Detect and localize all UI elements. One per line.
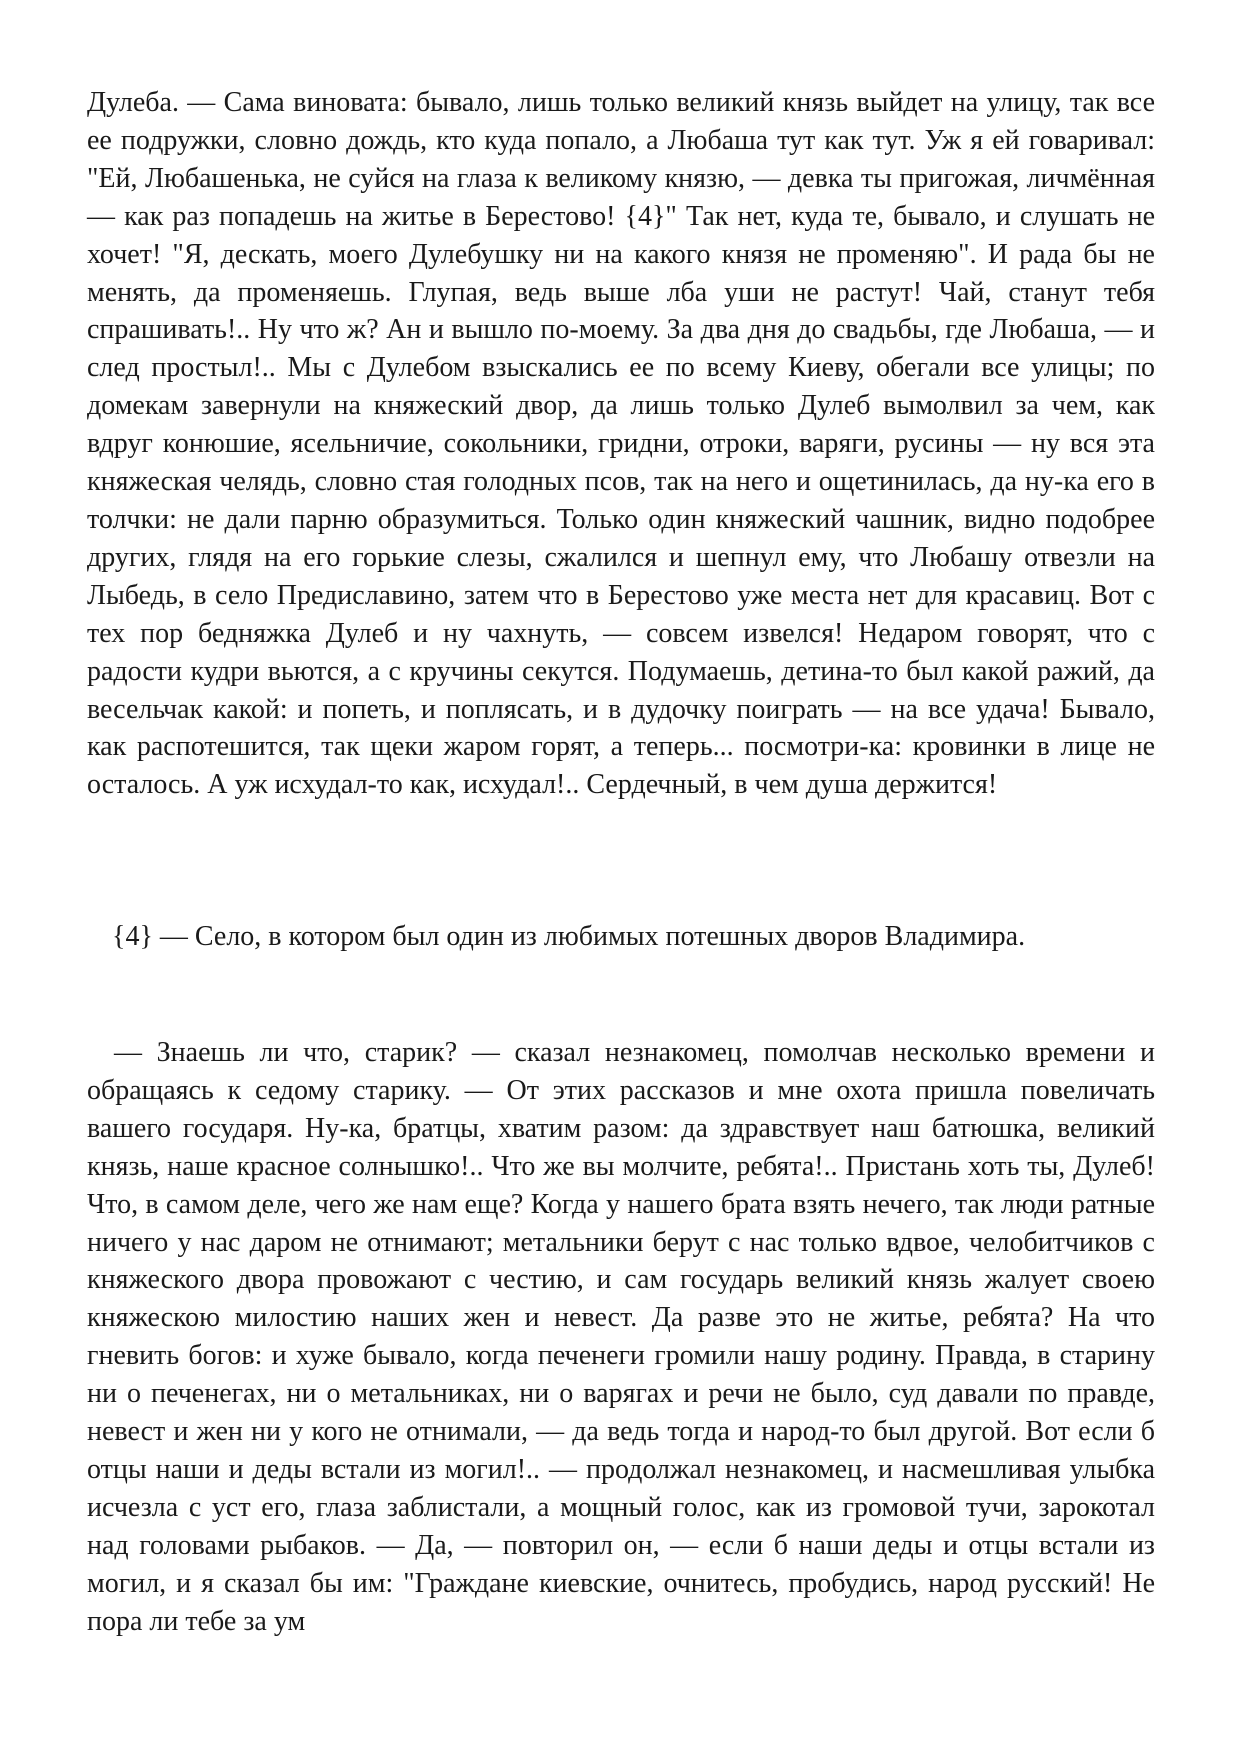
paragraph-1: Дулеба. — Сама виновата: бывало, лишь только великий князь выйдет на улицу, так все ее подружки, словно дождь, кто куда попало, а Любаша тут как тут. Уж я ей говаривал: "Ей, Любашенька, не суйся на глаза к великому князю, — девка ты пригожая, личмённая — как раз попадешь на житье в Берестово! {4}" Так нет, куда те, бывало, и слушать не хочет! "Я, дескать, моего Дулебушку ни на какого князя не променяю". И рада бы не менять, да променяешь. Глупая, ведь выше лба уши не растут! Чай, станут тебя спрашивать!.. Ну что ж? Ан и вышло по-моему. За два дня до свадьбы, где Любаша, — и след простыл!.. Мы с Дулебом взыскались ее по всему Киеву, обегали все улицы; по домекам завернули на княжеский двор, да лишь только Дулеб вымолвил за чем, как вдруг конюшие, ясельничие, сокольники, гридни, отроки, варяги, русины — ну вся эта княжеская челядь, словно стая голодных псов, так на него и ощетинилась, да ну-ка его в толчки: не дали парню образумиться. Только один княжеский чашник, видно подобрее других, глядя на его горькие слезы, сжалился и шепнул ему, что Любашу отвезли на Лыбедь, в село Предиславино, затем что в Берестово уже места нет для красавиц. Вот с тех пор бедняжка Дулеб и ну чахнуть, — совсем извелся! Недаром говорят, что с радости кудри вьются, а с кручины секутся. Подумаешь, детина-то был какой ражий, да весельчак какой: и попеть, и поплясать, и в дудочку поиграть — на все удача! Бывало, как распотешится, так щеки жаром горят, а теперь... посмотри-ка: кровинки в лице не осталось. А уж исхудал-то как, исхудал!.. Сердечный, в чем душа держится!	[87, 87, 1155, 801]
paragraph-2: — Знаешь ли что, старик? — сказал незнакомец, помолчав несколько времени и обращаясь к седому старику. — От этих рассказов и мне охота пришла повеличать вашего государя. Ну-ка, братцы, хватим разом: да здравствует наш батюшка, великий князь, наше красное солнышко!.. Что же вы молчите, ребята!.. Пристань хоть ты, Дулеб! Что, в самом деле, чего же нам еще? Когда у нашего брата взять нечего, так люди ратные ничего у нас даром не отнимают; метальники берут с нас только вдвое, челобитчиков с княжеского двора провожают с честию, и сам государь великий князь жалует своею княжескою милостию наших жен и невест. Да разве это не житье, ребята? На что гневить богов: и хуже бывало, когда печенеги громили нашу родину. Правда, в старину ни о печенегах, ни о метальниках, ни о варягах и речи не было, суд давали по правде, невест и жен ни у кого не отнимали, — да ведь тогда и народ-то был другой. Вот если б отцы наши и деды встали из могил!.. — продолжал незнакомец, и насмешливая улыбка исчезла с уст его, глаза заблистали, а мощный голос, как из громовой тучи, зарокотал над головами рыбаков. — Да, — повторил он, — если б наши деды и отцы встали из могил, и я сказал бы им: "Граждане киевские, очнитесь, пробудись, народ русский! Не пора ли тебе за ум	[87, 1037, 1155, 1637]
footnote: {4} — Село, в котором был один из любимых потешных дворов Владимира.	[112, 921, 1026, 952]
